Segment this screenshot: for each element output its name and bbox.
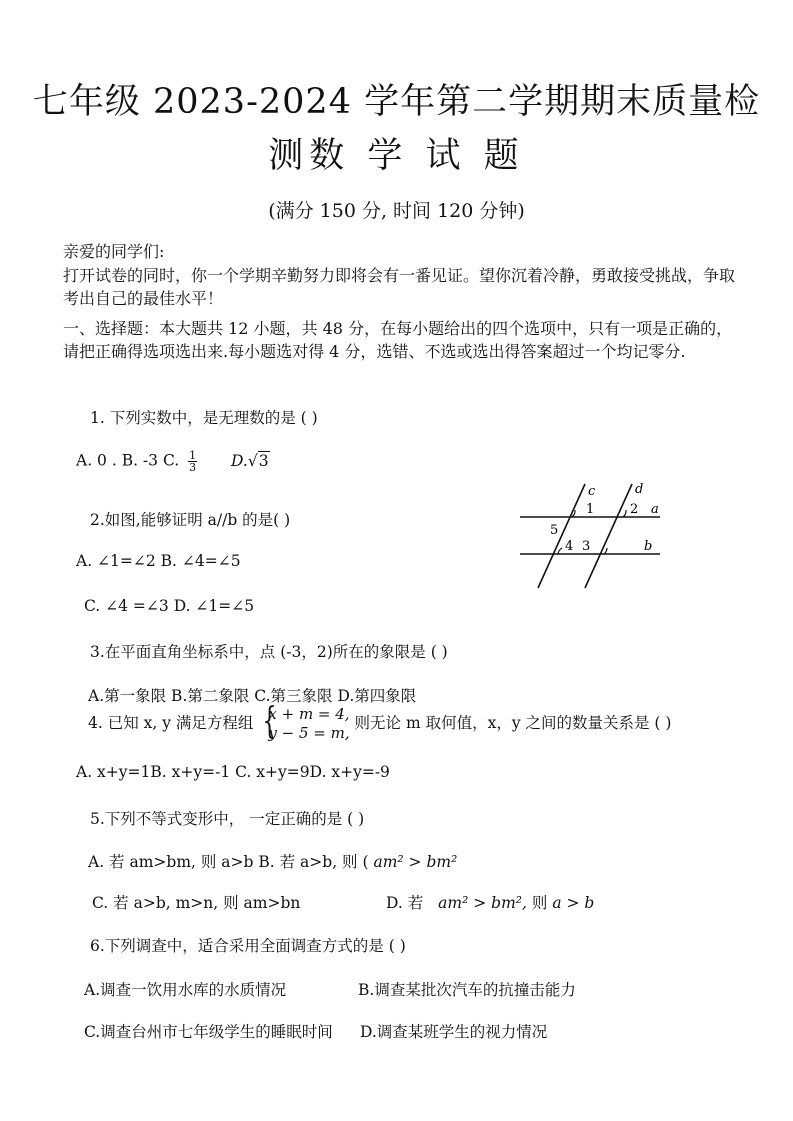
q1-frac-numerator: 1 — [189, 449, 197, 462]
exam-title-line2: 测数 学 试 题 — [268, 136, 525, 176]
q1-option-d-radicand: 3 — [258, 451, 269, 470]
encouragement-paragraph: 打开试卷的同时，你一个学期辛勤努力即将会有一番见证。望你沉着冷静，勇敢接受挑战，争取考出自己的最佳水平！ — [63, 266, 736, 308]
q1-stem: 1. 下列实数中，是无理数的是 ( ) — [90, 409, 318, 427]
q3-stem: 3.在平面直角坐标系中，点 (-3，2)所在的象限是 ( ) — [90, 643, 448, 661]
parallel-lines-figure — [520, 478, 665, 593]
line-c — [538, 484, 585, 588]
label-a: a — [651, 502, 659, 517]
q2-stem: 2.如图,能够证明 a//b 的是( ) — [90, 511, 291, 529]
brace-icon: { — [262, 701, 277, 742]
exam-subtitle: (满分 150 分, 时间 120 分钟) — [268, 200, 525, 222]
q4-equation-system — [258, 701, 350, 743]
q5-option-c: C. 若 a>b, m>n, 则 am>bn — [92, 894, 301, 912]
q4-equation-1: x + m = 4, — [268, 705, 350, 723]
q5-d-math2: a > b — [552, 894, 595, 912]
q5-row1-math: am² > bm² — [373, 853, 458, 871]
line-d — [585, 484, 632, 588]
q6-option-c: C.调查台州市七年级学生的睡眠时间 — [84, 1023, 333, 1041]
q5-stem: 5.下列不等式变形中， 一定正确的是 ( ) — [90, 810, 365, 828]
q6-option-d: D.调查某班学生的视力情况 — [360, 1023, 548, 1041]
q1-option-d-label: D. — [231, 451, 248, 470]
label-angle-2: 2 — [630, 502, 639, 517]
label-d: d — [635, 482, 644, 497]
q4-equation-2: y − 5 = m, — [268, 724, 350, 742]
greeting: 亲爱的同学们: — [63, 242, 165, 261]
q1-option-d — [231, 452, 270, 470]
label-angle-5: 5 — [550, 523, 559, 538]
q5-option-d — [386, 891, 594, 913]
label-b: b — [644, 539, 653, 554]
label-c: c — [588, 484, 596, 499]
label-angle-3: 3 — [582, 539, 591, 554]
sqrt-icon: √ — [247, 451, 258, 470]
q5-d-prefix: D. 若 — [386, 894, 424, 912]
q6-option-a: A.调查一饮用水库的水质情况 — [84, 981, 287, 999]
exam-title-line1: 七年级 2023-2024 学年第二学期期末质量检 — [32, 82, 761, 122]
q5-options-row1 — [88, 850, 457, 872]
angle-arc-2 — [623, 510, 626, 517]
q2-options-row1: A. ∠1=∠2 B. ∠4=∠5 — [76, 552, 241, 570]
q5-row1-text: A. 若 am>bm, 则 a>b B. 若 a>b, 则 ( — [88, 853, 369, 871]
q1-frac-denominator: 3 — [189, 461, 197, 474]
section-heading: 一、选择题：本大题共 12 小题，共 48 分，在每小题给出的四个选项中，只有一项是正确的，请把正确得选项选出来.每小题选对得 4 分，选错、不选或选出得答案超过一个均记零分. — [63, 319, 733, 361]
angle-arc-3 — [604, 548, 607, 554]
q4-options: A. x+y=1B. x+y=-1 C. x+y=9D. x+y=-9 — [76, 763, 390, 781]
label-angle-4: 4 — [565, 539, 574, 554]
q4-stem-suffix: 则无论 m 取何值，x，y 之间的数量关系是 ( ) — [354, 714, 672, 732]
q5-d-math: am² > bm², — [438, 894, 527, 912]
q1-options — [76, 450, 270, 473]
q5-d-then: 则 — [531, 894, 548, 912]
q1-options-prefix: A. 0 . B. -3 C. — [76, 451, 180, 470]
label-angle-1: 1 — [586, 502, 595, 517]
q1-fraction — [188, 450, 197, 473]
q2-options-row2: C. ∠4 =∠3 D. ∠1=∠5 — [84, 597, 255, 615]
angle-arc-4 — [558, 548, 562, 554]
q4-stem — [88, 701, 672, 743]
q3-options: A.第一象限 B.第二象限 C.第三象限 D.第四象限 — [88, 687, 417, 705]
q4-stem-prefix: 4. 已知 x, y 满足方程组 — [88, 714, 254, 732]
q6-stem: 6.下列调查中，适合采用全面调查方式的是 ( ) — [90, 937, 406, 955]
q6-option-b: B.调查某批次汽车的抗撞击能力 — [358, 981, 576, 999]
